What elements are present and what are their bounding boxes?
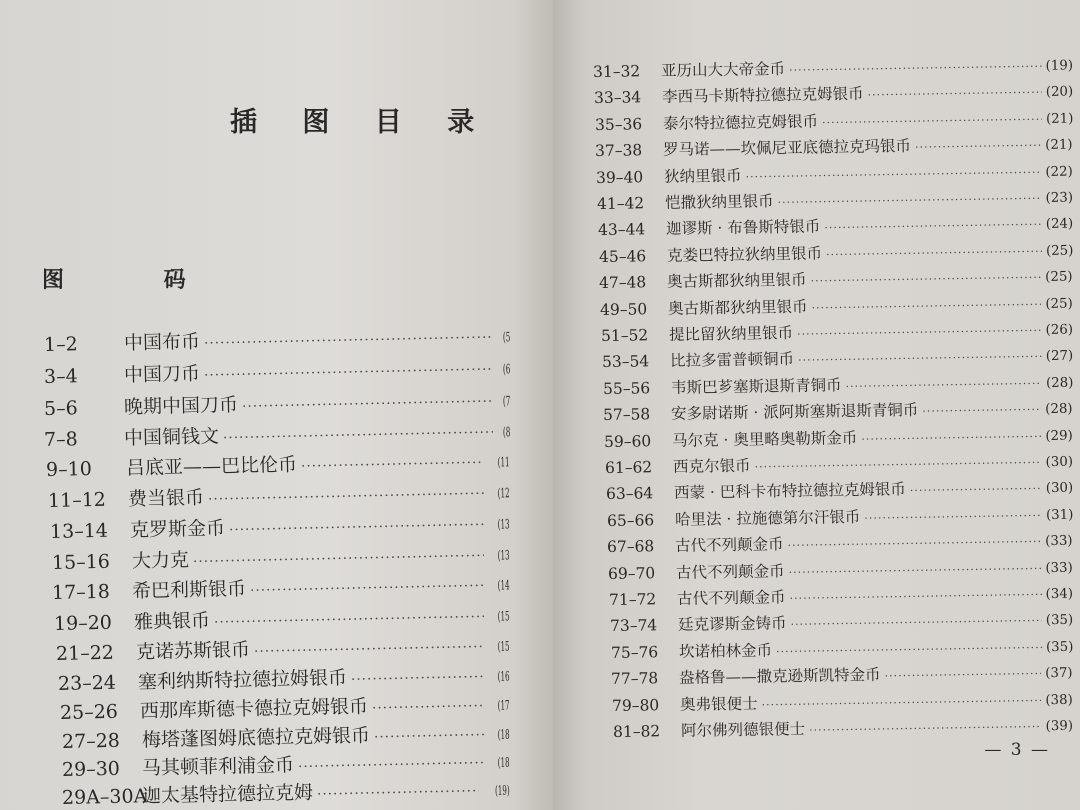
figure-number: 9–10 xyxy=(45,458,93,481)
toc-entry xyxy=(594,79,1073,109)
figure-title: 马尔克 · 奥里略奥勒斯金币 xyxy=(672,428,858,450)
dot-leader xyxy=(824,218,1042,234)
figure-title: 廷克谬斯金铸币 xyxy=(677,614,787,635)
dot-leader xyxy=(754,456,1041,474)
figure-number: 45–46 xyxy=(598,247,646,266)
figure-title: 提比留狄纳里银币 xyxy=(668,323,794,344)
figure-title: 恺撒狄纳里银币 xyxy=(664,192,774,212)
figure-number: 61–62 xyxy=(604,458,653,477)
toc-entry xyxy=(609,581,1073,610)
figure-number: 49–50 xyxy=(600,299,648,319)
toc-entry xyxy=(607,528,1073,557)
figure-title: 奥古斯都狄纳里银币 xyxy=(667,270,808,292)
figure-title: 雅典银币 xyxy=(133,609,211,634)
dot-leader xyxy=(372,698,485,716)
dot-leader xyxy=(809,720,1042,737)
dot-leader xyxy=(208,486,485,508)
dot-leader xyxy=(229,517,485,538)
figure-title: 中国铜钱文 xyxy=(123,425,220,450)
figure-title: 西蒙 · 巴科卡布特拉德拉克姆银币 xyxy=(673,480,906,503)
figure-number: 51–52 xyxy=(600,326,649,345)
figure-number: 77–78 xyxy=(611,669,659,689)
figure-number: 47–48 xyxy=(599,273,647,293)
figure-number: 29–30 xyxy=(61,757,121,781)
dot-leader xyxy=(298,755,485,775)
dot-leader xyxy=(776,641,1042,658)
figure-number: 73–74 xyxy=(609,616,658,636)
page-reference: (24) xyxy=(1045,216,1074,233)
toc-entry xyxy=(594,105,1073,135)
page-reference: (5 xyxy=(502,330,511,346)
page-reference: (19) xyxy=(1045,58,1074,74)
dot-leader xyxy=(242,394,493,415)
figure-title: 西克尔银币 xyxy=(672,456,751,476)
figure-title: 奥弗银便士 xyxy=(680,694,758,714)
toc-entry xyxy=(593,52,1073,82)
figure-title: 中国刀币 xyxy=(123,362,201,387)
dot-leader xyxy=(254,639,485,660)
toc-entry xyxy=(608,554,1073,583)
page-reference: (12 xyxy=(497,486,511,502)
figure-number: 35–36 xyxy=(594,115,642,134)
dot-leader xyxy=(317,783,480,802)
dot-leader xyxy=(826,245,1042,261)
figure-title: 吕底亚——巴比伦币 xyxy=(125,453,298,480)
page-reference: (35) xyxy=(1045,613,1074,629)
dot-leader xyxy=(798,350,1042,367)
page-reference: (18 xyxy=(497,727,511,743)
dot-leader xyxy=(301,455,485,475)
page-reference: (11 xyxy=(497,455,511,471)
page-reference: (35) xyxy=(1045,639,1074,655)
page-reference: (19) xyxy=(495,783,511,799)
figure-title: 阿尔佛列德银便士 xyxy=(680,719,806,740)
toc-entry xyxy=(598,237,1073,266)
page-reference: (13 xyxy=(497,517,511,533)
figure-number: 55–56 xyxy=(602,379,650,398)
dot-leader xyxy=(885,667,1042,682)
figure-title: 古代不列颠金币 xyxy=(676,588,786,608)
toc-entry xyxy=(599,264,1073,293)
page-reference: (31) xyxy=(1045,507,1074,523)
toc-entry xyxy=(596,158,1073,187)
page-reference: (23) xyxy=(1045,190,1074,206)
dot-leader xyxy=(790,615,1041,632)
figure-number: 1–2 xyxy=(43,333,78,356)
toc-entry xyxy=(50,507,510,544)
figure-number: 37–38 xyxy=(595,141,643,161)
figure-title: 费当银币 xyxy=(127,486,205,511)
dot-leader xyxy=(923,403,1042,418)
dot-leader xyxy=(909,483,1041,498)
toc-entry xyxy=(604,422,1073,451)
dot-leader xyxy=(204,330,493,352)
toc-entry xyxy=(48,476,510,513)
toc-entry xyxy=(602,343,1073,372)
toc-entry xyxy=(610,634,1073,663)
page-reference: (17 xyxy=(497,698,511,714)
page-reference: (26) xyxy=(1045,322,1074,339)
dot-leader xyxy=(214,609,485,631)
page-reference: (25) xyxy=(1045,243,1074,259)
page-reference: (16 xyxy=(497,669,511,685)
dot-leader xyxy=(797,324,1042,341)
dot-leader xyxy=(746,166,1042,184)
figure-title: 亚历山大大帝金币 xyxy=(660,59,786,80)
page-reference: (38) xyxy=(1045,692,1074,708)
dot-leader xyxy=(374,727,485,745)
dot-leader xyxy=(351,669,485,688)
page-number-footer: — 3 — xyxy=(984,740,1050,760)
dot-leader xyxy=(812,298,1042,315)
figure-title: 坎诺柏林金币 xyxy=(678,641,772,661)
dot-leader xyxy=(811,271,1042,288)
figure-number: 11–12 xyxy=(47,488,107,512)
page-reference: (25) xyxy=(1045,296,1074,312)
dot-leader xyxy=(789,562,1042,579)
dot-leader xyxy=(915,139,1041,154)
dot-leader xyxy=(822,113,1042,129)
page-reference: (37) xyxy=(1045,665,1074,682)
figure-title: 奥古斯都狄纳里银币 xyxy=(668,297,808,318)
toc-entry xyxy=(603,396,1073,425)
figure-title: 克罗斯金币 xyxy=(129,517,226,542)
figure-title: 西那库斯德卡德拉克姆银币 xyxy=(139,695,369,723)
figure-number: 13–14 xyxy=(49,519,109,543)
toc-entry xyxy=(597,185,1073,214)
page-title: 插 图 目 录 xyxy=(230,107,493,138)
figure-title: 哈里法 · 拉施德第尔汗银币 xyxy=(674,507,861,529)
figure-title: 迦太基特拉德拉克姆 xyxy=(141,781,314,808)
page-reference: (6 xyxy=(502,362,511,378)
toc-entry xyxy=(610,607,1073,636)
toc-entry xyxy=(602,369,1073,398)
dot-leader xyxy=(762,694,1042,711)
page-reference: (33) xyxy=(1045,560,1074,576)
toc-entry xyxy=(44,352,510,389)
figure-number: 17–18 xyxy=(51,580,111,604)
figure-title: 马其顿菲利浦金币 xyxy=(141,754,295,780)
dot-leader xyxy=(204,362,493,384)
figure-title: 中国布币 xyxy=(123,330,201,355)
page-reference: (13 xyxy=(497,548,511,564)
figure-number: 69–70 xyxy=(608,563,656,583)
page-reference: (21) xyxy=(1045,111,1074,127)
figure-number: 81–82 xyxy=(612,722,661,741)
figure-number: 41–42 xyxy=(596,194,645,213)
figure-number: 53–54 xyxy=(601,352,650,372)
page-reference: (27) xyxy=(1045,348,1074,365)
figure-title: 古代不列颠金币 xyxy=(675,535,785,556)
toc-entry xyxy=(613,713,1073,742)
page-reference: (30) xyxy=(1045,481,1074,497)
figure-number: 25–26 xyxy=(59,700,119,724)
figure-title: 狄纳里银币 xyxy=(664,166,742,186)
page-reference: (29) xyxy=(1045,428,1074,444)
figure-number: 39–40 xyxy=(596,167,644,187)
figure-number: 67–68 xyxy=(607,537,655,557)
column-header: 图 码 xyxy=(42,267,232,293)
figure-number: 31–32 xyxy=(592,62,641,81)
toc-entry xyxy=(606,475,1073,504)
figure-title: 迦谬斯 · 布鲁斯特银币 xyxy=(665,217,821,239)
toc-entry xyxy=(600,290,1073,319)
dot-leader xyxy=(789,60,1042,77)
toc-entry xyxy=(46,445,510,482)
page-reference: (22) xyxy=(1045,164,1074,180)
figure-number: 23–24 xyxy=(57,671,117,695)
figure-number: 7–8 xyxy=(43,428,78,451)
figure-title: 古代不列颠金币 xyxy=(676,561,785,582)
figure-title: 盎格鲁——撒克逊斯凯特金币 xyxy=(679,665,882,688)
figure-number: 63–64 xyxy=(605,484,654,504)
figure-number: 79–80 xyxy=(612,695,660,715)
toc-entry xyxy=(612,686,1073,715)
page-reference: (20) xyxy=(1045,84,1074,101)
page-reference: (18 xyxy=(497,755,511,771)
dot-leader xyxy=(777,192,1041,209)
dot-leader xyxy=(193,548,485,570)
right-page xyxy=(553,0,1080,810)
page-reference: (28) xyxy=(1045,401,1074,418)
toc-entry xyxy=(598,211,1073,240)
figure-title: 梅塔蓬图姆底德拉克姆银币 xyxy=(141,724,371,752)
page-reference: (39) xyxy=(1045,718,1074,735)
figure-number: 15–16 xyxy=(51,550,111,574)
page-reference: (34) xyxy=(1045,586,1074,603)
dot-leader xyxy=(223,425,493,447)
figure-title: 克诺苏斯银币 xyxy=(135,638,251,664)
figure-number: 27–28 xyxy=(61,729,121,753)
page-reference: (30) xyxy=(1045,454,1074,471)
figure-number: 21–22 xyxy=(55,641,115,665)
figure-number: 71–72 xyxy=(608,590,657,609)
figure-title: 晚期中国刀币 xyxy=(123,393,239,419)
dot-leader xyxy=(867,86,1041,102)
right-toc-list xyxy=(553,0,1080,810)
figure-number: 19–20 xyxy=(53,611,113,635)
page-reference: (15 xyxy=(497,609,511,625)
figure-title: 希巴利斯银币 xyxy=(131,577,247,603)
figure-number: 65–66 xyxy=(606,511,654,530)
figure-title: 塞利纳斯特拉德拉姆银币 xyxy=(137,666,348,694)
figure-number: 29A–30A xyxy=(61,785,148,809)
figure-number: 5–6 xyxy=(43,397,78,420)
page-reference: (25) xyxy=(1045,269,1074,286)
figure-number: 43–44 xyxy=(597,220,646,240)
figure-title: 泰尔特拉德拉克姆银币 xyxy=(662,112,818,133)
dot-leader xyxy=(864,509,1042,525)
toc-entry xyxy=(44,320,510,357)
page-reference: (7 xyxy=(502,394,511,410)
toc-entry xyxy=(606,501,1073,530)
figure-title: 比拉多雷普顿铜币 xyxy=(669,350,794,371)
figure-title: 罗马诺——坎佩尼亚底德拉克玛银币 xyxy=(663,137,912,160)
dot-leader xyxy=(845,377,1042,393)
figure-title: 克娄巴特拉狄纳里银币 xyxy=(666,244,822,265)
figure-number: 3–4 xyxy=(43,365,78,388)
figure-number: 33–34 xyxy=(593,88,642,108)
dot-leader xyxy=(788,535,1042,552)
page-reference: (21) xyxy=(1045,137,1074,154)
page-reference: (8 xyxy=(502,425,511,441)
toc-entry xyxy=(605,449,1073,478)
toc-entry xyxy=(601,317,1073,346)
figure-title: 韦斯巴芗塞斯退斯青铜币 xyxy=(670,376,842,397)
figure-title: 李西马卡斯特拉德拉克姆银币 xyxy=(661,85,864,107)
figure-title: 安多尉诺斯 · 派阿斯塞斯退斯青铜币 xyxy=(671,401,919,424)
toc-entry xyxy=(611,660,1073,689)
figure-number: 57–58 xyxy=(603,405,651,425)
dot-leader xyxy=(789,588,1041,605)
page-reference: (15 xyxy=(497,639,511,655)
page-reference: (33) xyxy=(1045,533,1074,550)
toc-entry xyxy=(44,384,510,421)
toc-entry xyxy=(595,132,1073,161)
page-reference: (14 xyxy=(497,578,511,594)
figure-number: 75–76 xyxy=(610,643,658,662)
figure-number: 59–60 xyxy=(604,431,652,451)
dot-leader xyxy=(250,578,485,599)
dot-leader xyxy=(861,430,1041,446)
figure-title: 大力克 xyxy=(131,549,190,573)
toc-entry xyxy=(52,568,510,605)
page-reference: (28) xyxy=(1045,375,1074,391)
